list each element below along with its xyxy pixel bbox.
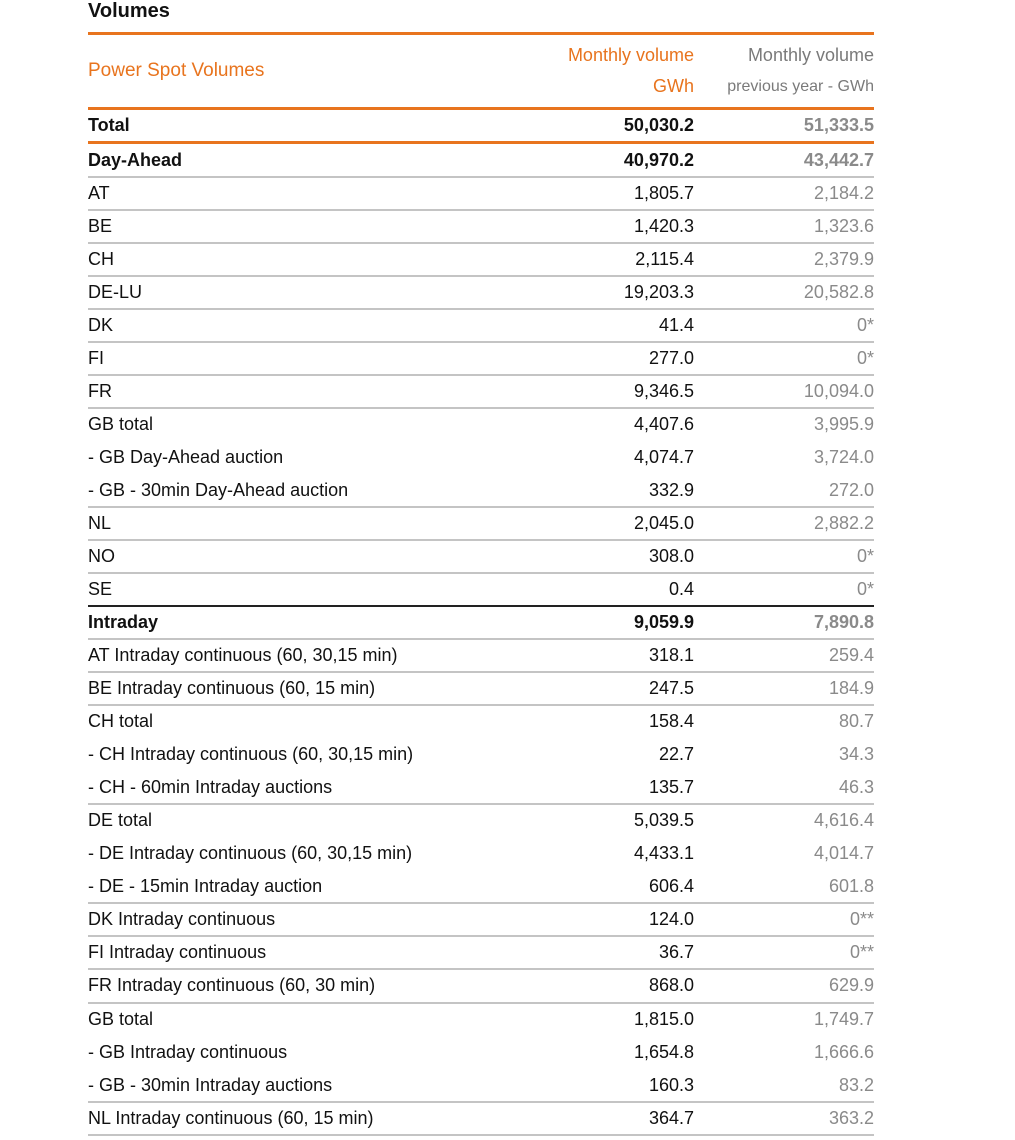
row-previous-volume: 184.9 [694,672,874,705]
table-row [88,375,874,408]
table-row [88,870,874,903]
volumes-table [88,32,874,1136]
header-label: Power Spot Volumes [88,34,526,109]
table-row [88,1036,874,1069]
row-current-volume: 2,115.4 [526,243,694,276]
table-row [88,837,874,870]
row-label: CH [88,243,526,276]
row-label: - GB Intraday continuous [88,1036,526,1069]
row-previous-volume: 601.8 [694,870,874,903]
row-current-volume: 332.9 [526,474,694,507]
table-row [88,309,874,342]
table-row [88,408,874,441]
row-label: - CH - 60min Intraday auctions [88,771,526,804]
row-current-volume: 4,433.1 [526,837,694,870]
row-current-volume: 9,346.5 [526,375,694,408]
row-current-volume: 1,805.7 [526,177,694,210]
row-label: BE [88,210,526,243]
row-current-volume: 5,039.5 [526,804,694,837]
row-label: SE [88,573,526,606]
row-label: CH total [88,705,526,738]
row-current-volume: 9,059.9 [526,606,694,639]
header-previous-volume [694,34,874,109]
table-row [88,705,874,738]
row-label: BE Intraday continuous (60, 15 min) [88,672,526,705]
row-label: DE total [88,804,526,837]
row-previous-volume: 0** [694,936,874,969]
row-previous-volume: 4,014.7 [694,837,874,870]
table-row [88,606,874,639]
table-row [88,177,874,210]
row-label: DK Intraday continuous [88,903,526,936]
row-label: Total [88,109,526,143]
page-title: Volumes [88,0,170,22]
row-current-volume: 364.7 [526,1102,694,1135]
table-row [88,1102,874,1135]
row-previous-volume: 10,094.0 [694,375,874,408]
row-label: AT [88,177,526,210]
table-row [88,804,874,837]
row-label: Intraday [88,606,526,639]
row-label: - DE - 15min Intraday auction [88,870,526,903]
row-current-volume: 4,074.7 [526,441,694,474]
table-row [88,540,874,573]
table-row [88,771,874,804]
row-current-volume: 2,045.0 [526,507,694,540]
row-label: FI [88,342,526,375]
row-label: GB total [88,408,526,441]
row-previous-volume: 3,724.0 [694,441,874,474]
row-previous-volume: 1,666.6 [694,1036,874,1069]
table-row [88,507,874,540]
row-label: DK [88,309,526,342]
row-previous-volume: 2,882.2 [694,507,874,540]
table-row [88,1069,874,1102]
row-label: GB total [88,1003,526,1036]
row-label: NO [88,540,526,573]
table-row [88,573,874,606]
row-label: NL [88,507,526,540]
table-row [88,276,874,309]
row-label: - GB Day-Ahead auction [88,441,526,474]
row-previous-volume: 51,333.5 [694,109,874,143]
row-label: FR [88,375,526,408]
row-previous-volume: 259.4 [694,639,874,672]
row-current-volume: 1,815.0 [526,1003,694,1036]
row-previous-volume: 43,442.7 [694,143,874,177]
row-previous-volume: 0* [694,309,874,342]
table-body [88,109,874,1136]
row-label: DE-LU [88,276,526,309]
row-previous-volume: 0* [694,342,874,375]
table-row [88,210,874,243]
row-current-volume: 158.4 [526,705,694,738]
header-current-volume [526,34,694,109]
table-row [88,738,874,771]
row-previous-volume: 46.3 [694,771,874,804]
row-current-volume: 19,203.3 [526,276,694,309]
row-label: FI Intraday continuous [88,936,526,969]
row-current-volume: 277.0 [526,342,694,375]
table-row [88,474,874,507]
table-row [88,143,874,177]
row-current-volume: 868.0 [526,969,694,1002]
row-label: AT Intraday continuous (60, 30,15 min) [88,639,526,672]
row-current-volume: 22.7 [526,738,694,771]
table-row [88,672,874,705]
row-current-volume: 40,970.2 [526,143,694,177]
row-current-volume: 0.4 [526,573,694,606]
row-label: - GB - 30min Intraday auctions [88,1069,526,1102]
table-row [88,441,874,474]
row-current-volume: 1,420.3 [526,210,694,243]
row-current-volume: 36.7 [526,936,694,969]
row-previous-volume: 3,995.9 [694,408,874,441]
table-row [88,109,874,143]
table-header-row [88,34,874,109]
row-current-volume: 606.4 [526,870,694,903]
header-current-line1: Monthly volume [567,45,694,65]
row-current-volume: 160.3 [526,1069,694,1102]
table-row [88,903,874,936]
row-previous-volume: 1,749.7 [694,1003,874,1036]
row-current-volume: 4,407.6 [526,408,694,441]
row-previous-volume: 7,890.8 [694,606,874,639]
row-current-volume: 135.7 [526,771,694,804]
row-current-volume: 50,030.2 [526,109,694,143]
row-previous-volume: 80.7 [694,705,874,738]
row-previous-volume: 629.9 [694,969,874,1002]
table-row [88,639,874,672]
table-row [88,243,874,276]
row-label: - CH Intraday continuous (60, 30,15 min) [88,738,526,771]
header-current-line2: GWh [652,76,694,96]
row-label: - DE Intraday continuous (60, 30,15 min) [88,837,526,870]
row-previous-volume: 1,323.6 [694,210,874,243]
header-previous-line1: Monthly volume [747,45,874,65]
row-label: FR Intraday continuous (60, 30 min) [88,969,526,1002]
row-current-volume: 124.0 [526,903,694,936]
row-label: NL Intraday continuous (60, 15 min) [88,1102,526,1135]
row-label: Day-Ahead [88,143,526,177]
row-previous-volume: 2,379.9 [694,243,874,276]
row-current-volume: 308.0 [526,540,694,573]
row-previous-volume: 0* [694,573,874,606]
table-row [88,936,874,969]
row-previous-volume: 2,184.2 [694,177,874,210]
row-current-volume: 247.5 [526,672,694,705]
header-previous-line2: previous year - GWh [727,78,874,95]
row-previous-volume: 272.0 [694,474,874,507]
row-current-volume: 318.1 [526,639,694,672]
row-previous-volume: 363.2 [694,1102,874,1135]
table-row [88,1003,874,1036]
row-previous-volume: 34.3 [694,738,874,771]
row-previous-volume: 20,582.8 [694,276,874,309]
row-previous-volume: 83.2 [694,1069,874,1102]
row-current-volume: 41.4 [526,309,694,342]
table-row [88,969,874,1002]
row-current-volume: 1,654.8 [526,1036,694,1069]
row-previous-volume: 4,616.4 [694,804,874,837]
row-previous-volume: 0* [694,540,874,573]
row-label: - GB - 30min Day-Ahead auction [88,474,526,507]
table-row [88,342,874,375]
row-previous-volume: 0** [694,903,874,936]
